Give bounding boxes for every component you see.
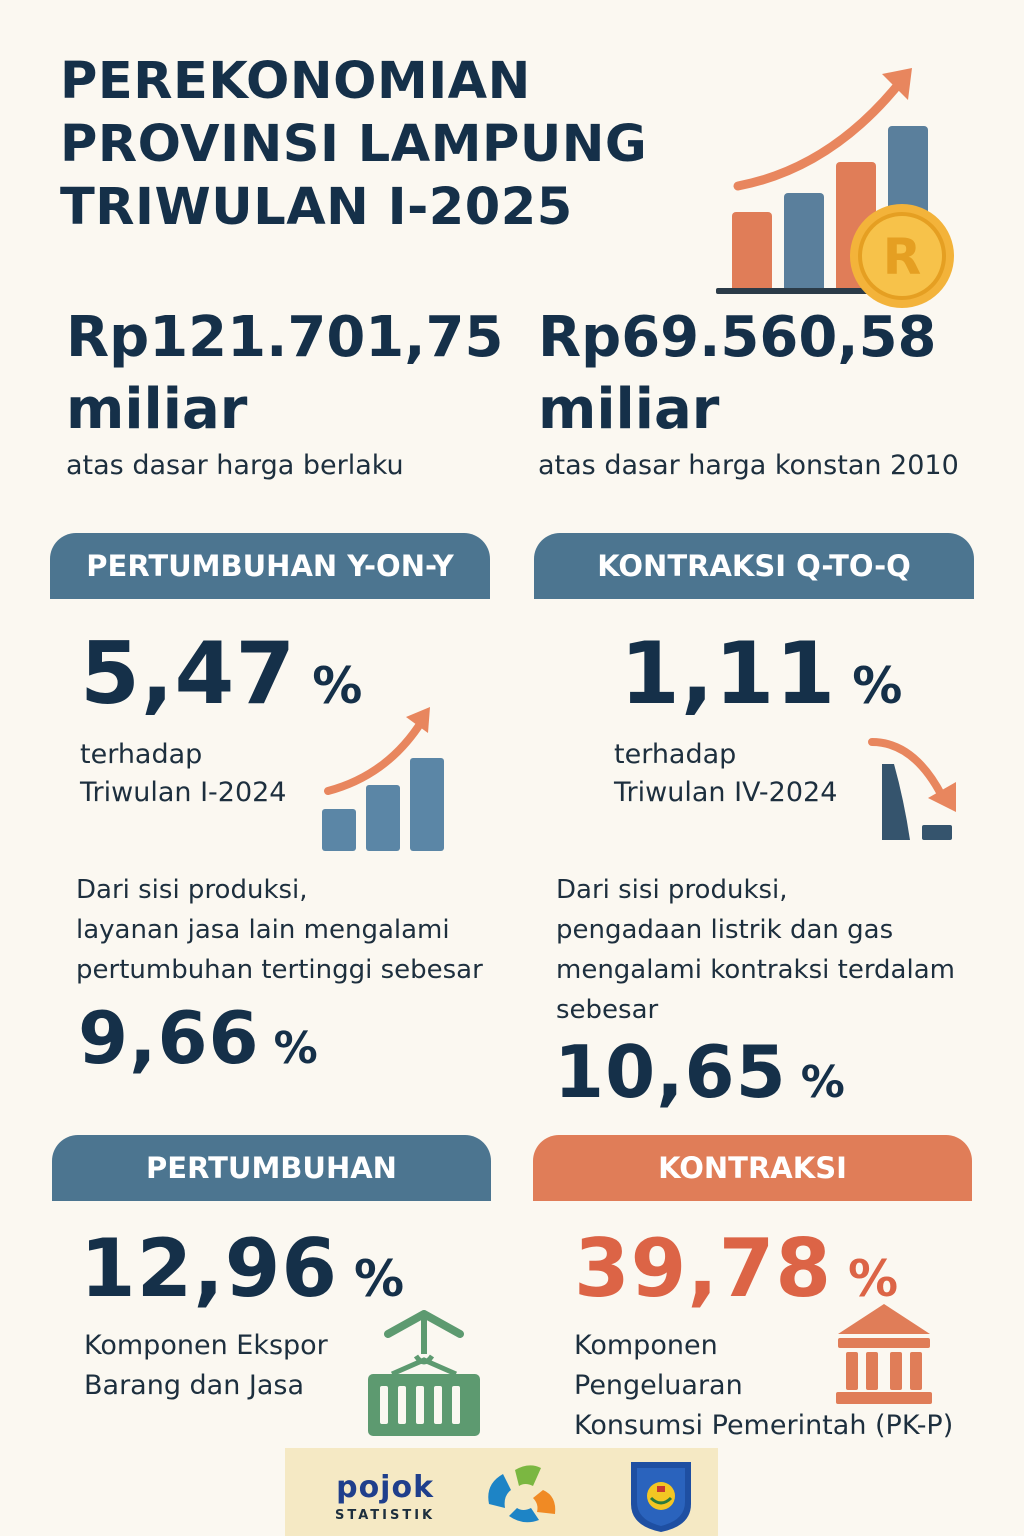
yoy-banner-label: PERTUMBUHAN Y-ON-Y [86, 549, 454, 583]
qtoq-ref-line-1: terhadap [614, 739, 737, 770]
yoy-banner [50, 533, 490, 599]
statistik-word: STATISTIK [335, 1508, 436, 1523]
bps-logo-icon [481, 1460, 567, 1530]
universitas-lampung-seal-icon [625, 1458, 697, 1534]
title-line-2: PROVINSI LAMPUNG [60, 115, 648, 174]
contraction-label-line-3: Konsumsi Pemerintah (PK-P) [574, 1410, 954, 1441]
qtoq-sector-value [554, 1030, 845, 1114]
qtoq-sector-symbol: % [800, 1057, 845, 1108]
growth-value-number: 12,96 [80, 1222, 339, 1315]
yoy-desc-line-3: pertumbuhan tertinggi sebesar [76, 955, 483, 985]
yoy-sector-number: 9,66 [78, 996, 260, 1080]
nominal-current-unit: miliar [66, 377, 248, 442]
pojok-statistik-logo [335, 1472, 435, 1523]
contraction-label-line-2: Pengeluaran [574, 1370, 743, 1401]
growth-label [84, 1326, 328, 1406]
qtoq-banner-label: KONTRAKSI Q-TO-Q [597, 549, 911, 583]
government-building-icon [834, 1300, 934, 1406]
qtoq-desc-line-1: Dari sisi produksi, [556, 875, 788, 905]
bar-chart-growth-coin-icon [712, 60, 962, 310]
qtoq-value-symbol: % [852, 657, 903, 715]
qtoq-ref-line-2: Triwulan IV-2024 [614, 777, 838, 808]
yoy-ref-line-2: Triwulan I-2024 [80, 777, 287, 808]
contraction-banner-label: KONTRAKSI [658, 1151, 847, 1185]
growth-banner [52, 1135, 491, 1201]
qtoq-desc-line-3: mengalami kontraksi terdalam [556, 955, 955, 985]
growth-value [80, 1222, 404, 1315]
qtoq-desc-line-2: pengadaan listrik dan gas [556, 915, 894, 945]
qtoq-value [620, 624, 902, 724]
qtoq-description [556, 870, 955, 1030]
bar-chart-up-icon [318, 705, 448, 855]
title-line-3: TRIWULAN I-2025 [60, 178, 573, 237]
growth-label-line-2: Barang dan Jasa [84, 1370, 305, 1401]
footer-logos [285, 1448, 718, 1536]
yoy-sector-value [78, 996, 318, 1080]
qtoq-reference [614, 736, 837, 812]
nominal-constant-amount: Rp69.560,58 [538, 305, 937, 370]
yoy-desc-line-1: Dari sisi produksi, [76, 875, 308, 905]
contraction-label-line-1: Komponen [574, 1330, 718, 1361]
contraction-value-symbol: % [848, 1250, 899, 1308]
title-line-1: PEREKONOMIAN [60, 52, 531, 111]
yoy-reference [80, 736, 286, 812]
yoy-value-number: 5,47 [80, 624, 297, 724]
nominal-current-amount: Rp121.701,75 [66, 305, 504, 370]
growth-banner-label: PERTUMBUHAN [146, 1151, 397, 1185]
qtoq-value-number: 1,11 [620, 624, 837, 724]
yoy-ref-line-1: terhadap [80, 739, 203, 770]
nominal-constant-label: atas dasar harga konstan 2010 [538, 450, 959, 481]
qtoq-sector-number: 10,65 [554, 1030, 787, 1114]
contraction-value-number: 39,78 [574, 1222, 833, 1315]
nominal-constant [538, 302, 959, 481]
contraction-banner [533, 1135, 972, 1201]
page-title [60, 50, 700, 239]
qtoq-banner [534, 533, 974, 599]
pojok-word: pojok [336, 1470, 435, 1505]
growth-value-symbol: % [354, 1250, 405, 1308]
nominal-current [66, 302, 503, 481]
yoy-value-symbol: % [312, 657, 363, 715]
growth-label-line-1: Komponen Ekspor [84, 1330, 328, 1361]
cargo-container-crane-icon [362, 1310, 486, 1440]
bar-chart-down-icon [864, 730, 964, 845]
yoy-description [76, 870, 483, 990]
yoy-sector-symbol: % [273, 1023, 318, 1074]
nominal-current-label: atas dasar harga berlaku [66, 450, 404, 481]
coin-letter: R [882, 228, 922, 286]
nominal-constant-unit: miliar [538, 377, 720, 442]
qtoq-desc-line-4: sebesar [556, 995, 659, 1025]
yoy-desc-line-2: layanan jasa lain mengalami [76, 915, 450, 945]
